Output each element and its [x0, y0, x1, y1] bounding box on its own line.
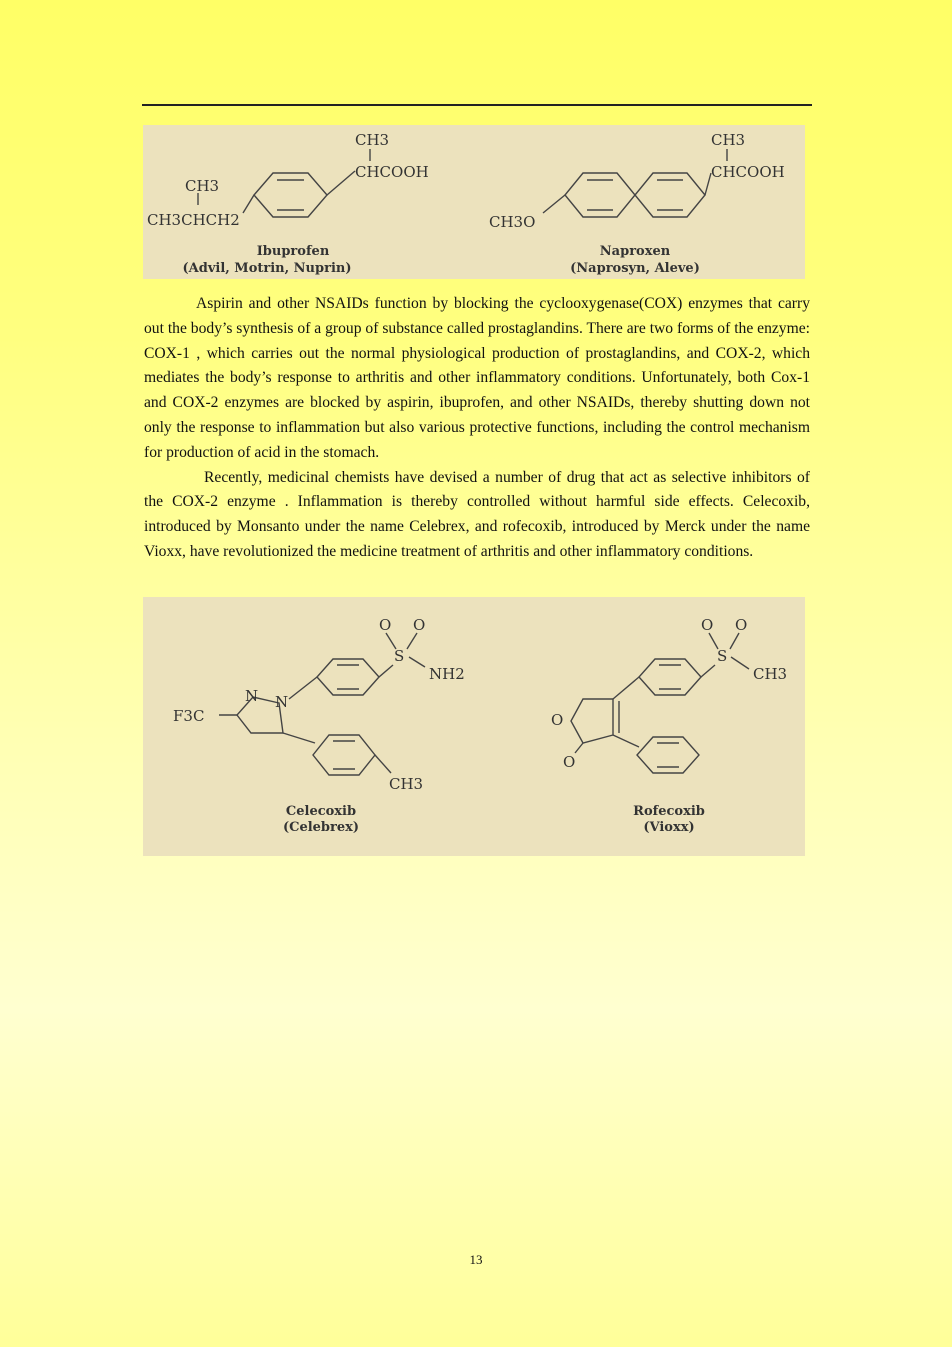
naproxen-structure — [489, 131, 785, 276]
header-rule — [142, 104, 812, 106]
ibuprofen-ch3-top: CH3 — [355, 131, 390, 149]
ibuprofen-acid-group: CHCOOH — [355, 163, 429, 181]
paragraph-2: Recently, medicinal chemists have devised a number of drug that act as selective inhibitors of the COX-2 enzyme . Inflammation is thereby controlled without harmful side effects. Celecoxib, introduced by Monsanto under the name Celebrex, and rofecoxib, introduced by Merck under the name Vioxx, have revolutionized the medicine treatment of arthritis and other inflammatory conditions. — [144, 468, 810, 560]
naproxen-name: Naproxen — [599, 244, 671, 259]
celecoxib-name: Celecoxib — [285, 804, 357, 819]
rofecoxib-methyl: CH3 — [753, 665, 788, 683]
ibuprofen-name: Ibuprofen — [256, 244, 330, 259]
celecoxib-nitrogen-1: N — [245, 687, 259, 705]
ibuprofen-chain: CH3CHCH2 — [147, 211, 240, 229]
rofecoxib-brands: (Vioxx) — [643, 820, 695, 835]
rofecoxib-oxygen-1: O — [701, 616, 714, 634]
naproxen-acid-group: CHCOOH — [711, 163, 785, 181]
celecoxib-sulfur: S — [394, 647, 405, 665]
rofecoxib-ring-oxygen: O — [551, 711, 564, 729]
nsaid-structures-figure — [143, 125, 805, 279]
body-text — [144, 292, 810, 565]
celecoxib-oxygen-2: O — [413, 616, 426, 634]
page-number: 13 — [469, 1252, 483, 1267]
ibuprofen-structure — [147, 131, 429, 276]
celecoxib-amine: NH2 — [429, 665, 465, 683]
celecoxib-oxygen-1: O — [379, 616, 392, 634]
ibuprofen-brands: (Advil, Motrin, Nuprin) — [182, 261, 352, 276]
cox2-inhibitors-figure — [143, 597, 805, 856]
rofecoxib-sulfur: S — [717, 647, 728, 665]
celecoxib-methyl: CH3 — [389, 775, 424, 793]
paragraph-1: Aspirin and other NSAIDs function by blocking the cyclooxygenase(COX) enzymes that carry out the body’s synthesis of a group of substance called prostaglandins. There are two forms of the enzyme: COX-1 , which carries out the normal physiological production of prostaglandins, and COX-2, which mediates the body’s response to arthritis and other inflammatory conditions. Unfortunately, both Cox-1 and COX-2 enzymes are blocked by aspirin, ibuprofen, and other NSAIDs, thereby shutting down not only the response to inflammation but also various protective functions, including the control mechanism for production of acid in the stomach. — [144, 295, 810, 461]
celecoxib-trifluoromethyl: F3C — [173, 707, 205, 725]
celecoxib-brands: (Celebrex) — [282, 820, 360, 835]
naproxen-ch3-top: CH3 — [711, 131, 746, 149]
rofecoxib-carbonyl-oxygen: O — [563, 753, 576, 771]
rofecoxib-structure — [551, 616, 787, 835]
celecoxib-nitrogen-2: N — [275, 693, 289, 711]
rofecoxib-name: Rofecoxib — [633, 804, 705, 819]
ibuprofen-ch3-side: CH3 — [185, 177, 220, 195]
naproxen-brands: (Naprosyn, Aleve) — [570, 261, 700, 276]
celecoxib-structure — [173, 616, 465, 835]
naproxen-methoxy: CH3O — [489, 213, 536, 231]
rofecoxib-oxygen-2: O — [735, 616, 748, 634]
